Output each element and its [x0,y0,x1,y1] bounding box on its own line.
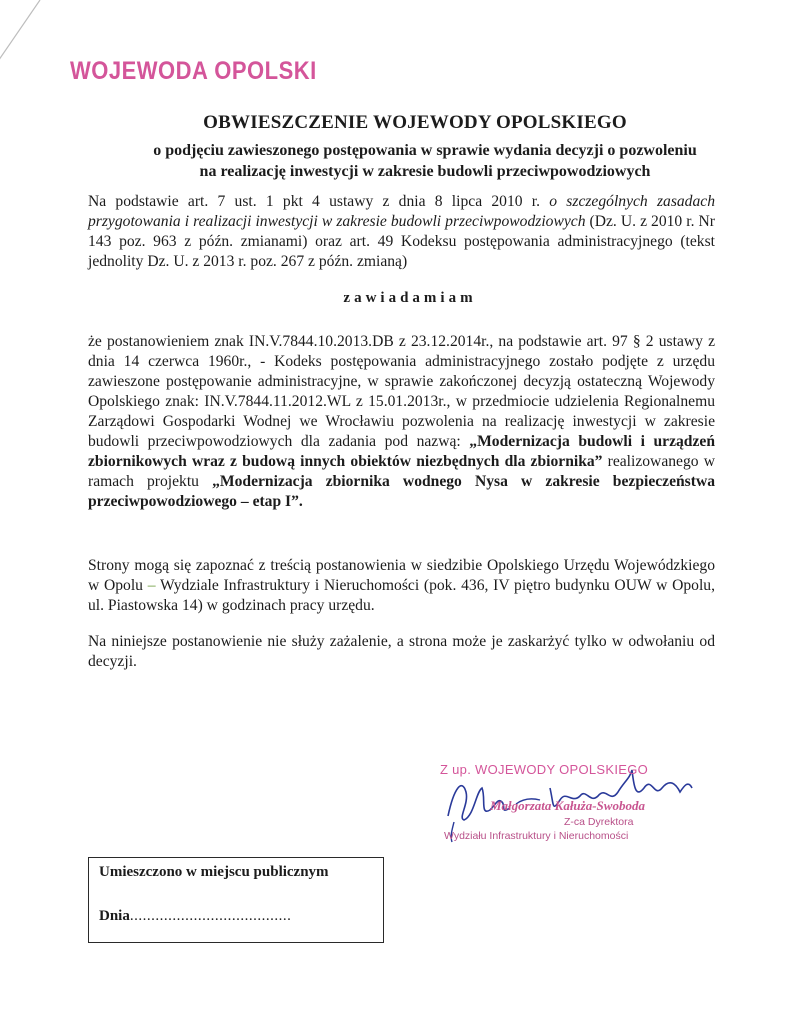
inspection-text-1: Strony mogą się zapoznać z treścią postanowienia w siedzibie Opolskiego Urzędu Wojewódzkiego w Opolu [88,557,715,594]
scan-edge-line [0,0,52,80]
inspection-dash: – [147,577,156,594]
signature-authority-line: Z up. WOJEWODY OPOLSKIEGO [440,762,649,777]
voivode-stamp-header: WOJEWODA OPOLSKI [70,56,317,85]
document-subtitle-line-1: o podjęciu zawieszonego postępowania w sprawie wydania decyzji o pozwoleniu [153,142,697,159]
posting-date-label: Dnia [99,908,130,924]
public-posting-title: Umieszczono w miejscu publicznym [99,864,329,880]
decision-text-2: realizowanego w ramach projektu [88,453,715,490]
project-name-bold: „Modernizacja zbiornika wodnego Nysa w zakresie bezpieczeństwa przeciwpowodziowego – etap I”. [88,473,716,510]
posting-date-field[interactable]: ...................................... [129,908,292,924]
title-block [0,112,800,182]
appeal-paragraph: Na niniejsze postanowienie nie służy zażalenie, a strona może je zaskarżyć tylko w odwołaniu od decyzji. [88,633,715,670]
inspection-text-2: Wydziale Infrastruktury i Nieruchomości (pok. 436, IV piętro budynku OUW w Opolu, ul. Piastowska 14) w godzinach pracy urzędu. [88,577,715,614]
document-subtitle-line-2: na realizację inwestycji w zakresie budowli przeciwpowodziowych [199,163,651,180]
legal-basis-lead: Na podstawie art. 7 ust. 1 pkt 4 ustawy z dnia 8 lipca 2010 r. [88,193,550,210]
act-title-italic: o szczególnych zasadach przygotowania i realizacji inwestycji w zakresie budowli przeciwpowodziowych [88,193,715,230]
signatory-role: Z-ca Dyrektora [564,816,634,828]
legal-basis-paragraph [88,192,715,272]
signature-stamp-block [440,758,700,848]
legal-basis-tail: (Dz. U. z 2010 r. Nr 143 poz. 963 z późn. zmianami) oraz art. 49 Kodeksu postępowania administracyjnego (tekst jednolity Dz. U. z 2013 r. poz. 267 z późn. zmianą) [88,213,715,270]
decision-paragraph [88,332,715,512]
task-name-bold: „Modernizacja budowli i urządzeń zbiornikowych wraz z budową innych obiektów niezbędnych dla zbiornika” [88,433,715,470]
decision-text-1: że postanowieniem znak IN.V.7844.10.2013.DB z 23.12.2014r., na podstawie art. 97 § 2 ustawy z dnia 14 czerwca 1960r., - Kodeks postępowania administracyjnego zostało podjęte z urzędu zawieszone postępowanie administracyjne, w sprawie zakończonej decyzją ostateczną Wojewody Opolskiego znak: IN.V.7844.11.2012.WL z 15.01.2013r., w przedmiocie udzielenia Regionalnemu Zarządowi Gospodarki Wodnej we Wrocławiu pozwolenia na realizację inwestycji w zakresie budowli przeciwpowodziowych dla zadania pod nazwą: [88,333,715,450]
document-title: OBWIESZCZENIE WOJEWODY OPOLSKIEGO [203,112,627,133]
signatory-name: Małgorzata Kałuża-Swoboda [490,798,645,813]
inspection-paragraph [88,556,715,616]
signatory-department: Wydziału Infrastruktury i Nieruchomości [444,830,629,842]
notice-heading: zawiadamiam [343,290,477,306]
public-posting-box [88,857,384,943]
posting-date-line [99,908,291,925]
